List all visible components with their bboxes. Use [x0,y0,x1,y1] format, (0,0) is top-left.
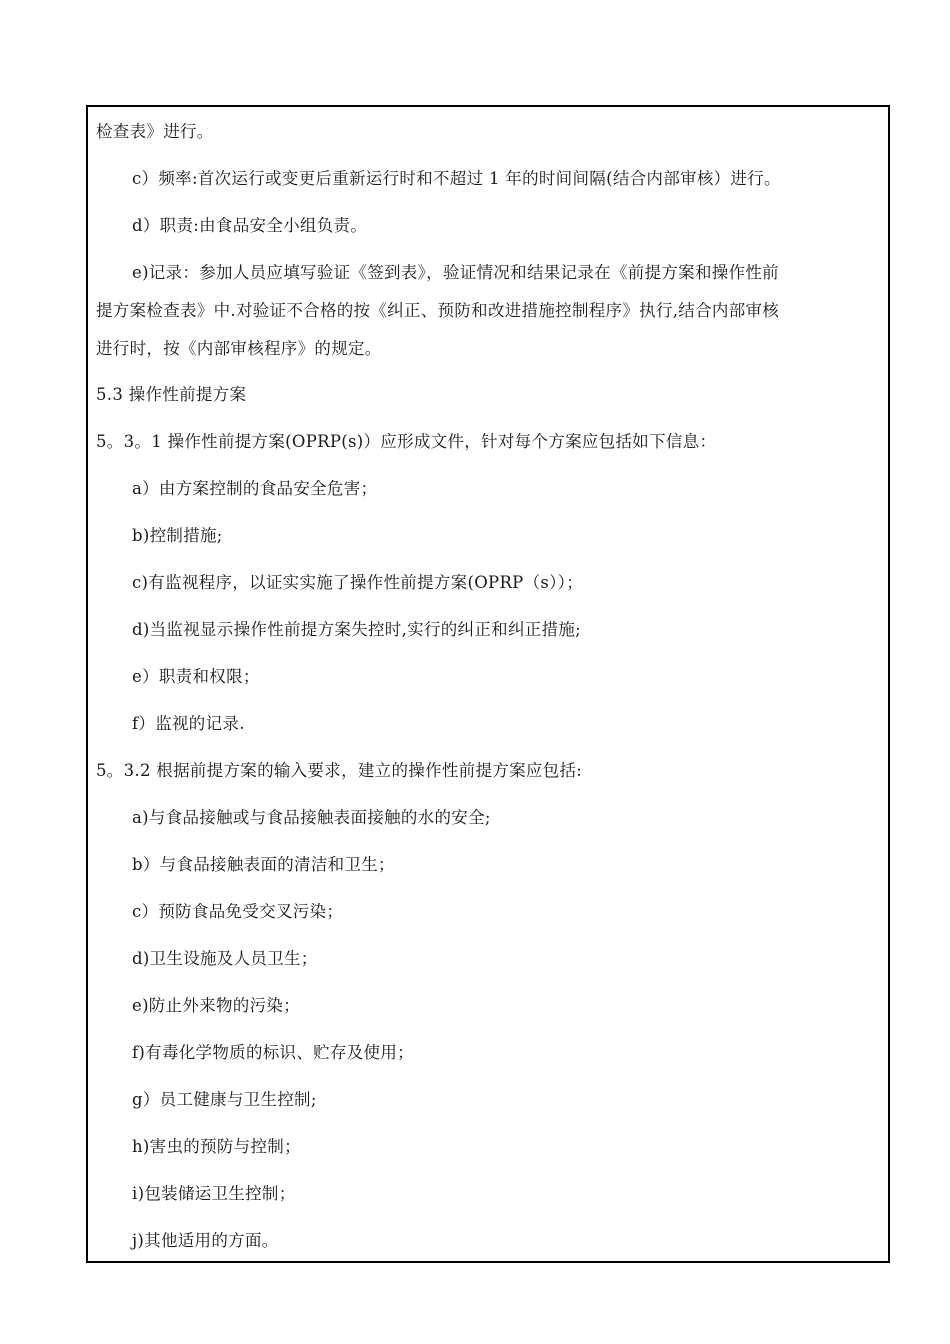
text-line: 提方案检查表》中.对验证不合格的按《纠正、预防和改进措施控制程序》执行,结合内部审核 [96,301,780,320]
list-item: b）与食品接触表面的清洁和卫生； [132,855,395,874]
list-item: e）职责和权限； [132,667,260,686]
text-line: c）频率:首次运行或变更后重新运行时和不超过 1 年的时间间隔(结合内部审核）进行。 [132,169,781,188]
list-item: a)与食品接触或与食品接触表面接触的水的安全; [132,808,491,827]
text-line: 检查表》进行。 [96,122,214,141]
list-item: j)其他适用的方面。 [132,1231,279,1250]
text-line: 进行时，按《内部审核程序》的规定。 [96,339,382,358]
section-heading: 5.3 操作性前提方案 [96,385,247,404]
list-item: c）预防食品免受交叉污染； [132,902,344,921]
list-item: d)卫生设施及人员卫生； [132,949,318,968]
text-line: d）职责:由食品安全小组负责。 [132,216,368,235]
list-item: a）由方案控制的食品安全危害； [132,479,378,498]
list-item: d)当监视显示操作性前提方案失控时,实行的纠正和纠正措施; [132,620,582,639]
list-item: h)害虫的预防与控制； [132,1137,301,1156]
subsection-heading: 5。3.2 根据前提方案的输入要求，建立的操作性前提方案应包括: [96,761,583,780]
subsection-heading: 5。3。1 操作性前提方案(OPRP(s)）应形成文件，针对每个方案应包括如下信息： [96,432,717,451]
list-item: i)包装储运卫生控制； [132,1184,296,1203]
text-line: e)记录：参加人员应填写验证《签到表》，验证情况和结果记录在《前提方案和操作性前 [132,263,779,282]
list-item: b)控制措施; [132,526,223,545]
list-item: f）监视的记录. [132,714,245,733]
list-item: f)有毒化学物质的标识、贮存及使用； [132,1043,414,1062]
list-item: e)防止外来物的污染； [132,996,301,1015]
list-item: g）员工健康与卫生控制; [132,1090,317,1109]
list-item: c)有监视程序，以证实实施了操作性前提方案(OPRP（s））； [132,573,584,592]
